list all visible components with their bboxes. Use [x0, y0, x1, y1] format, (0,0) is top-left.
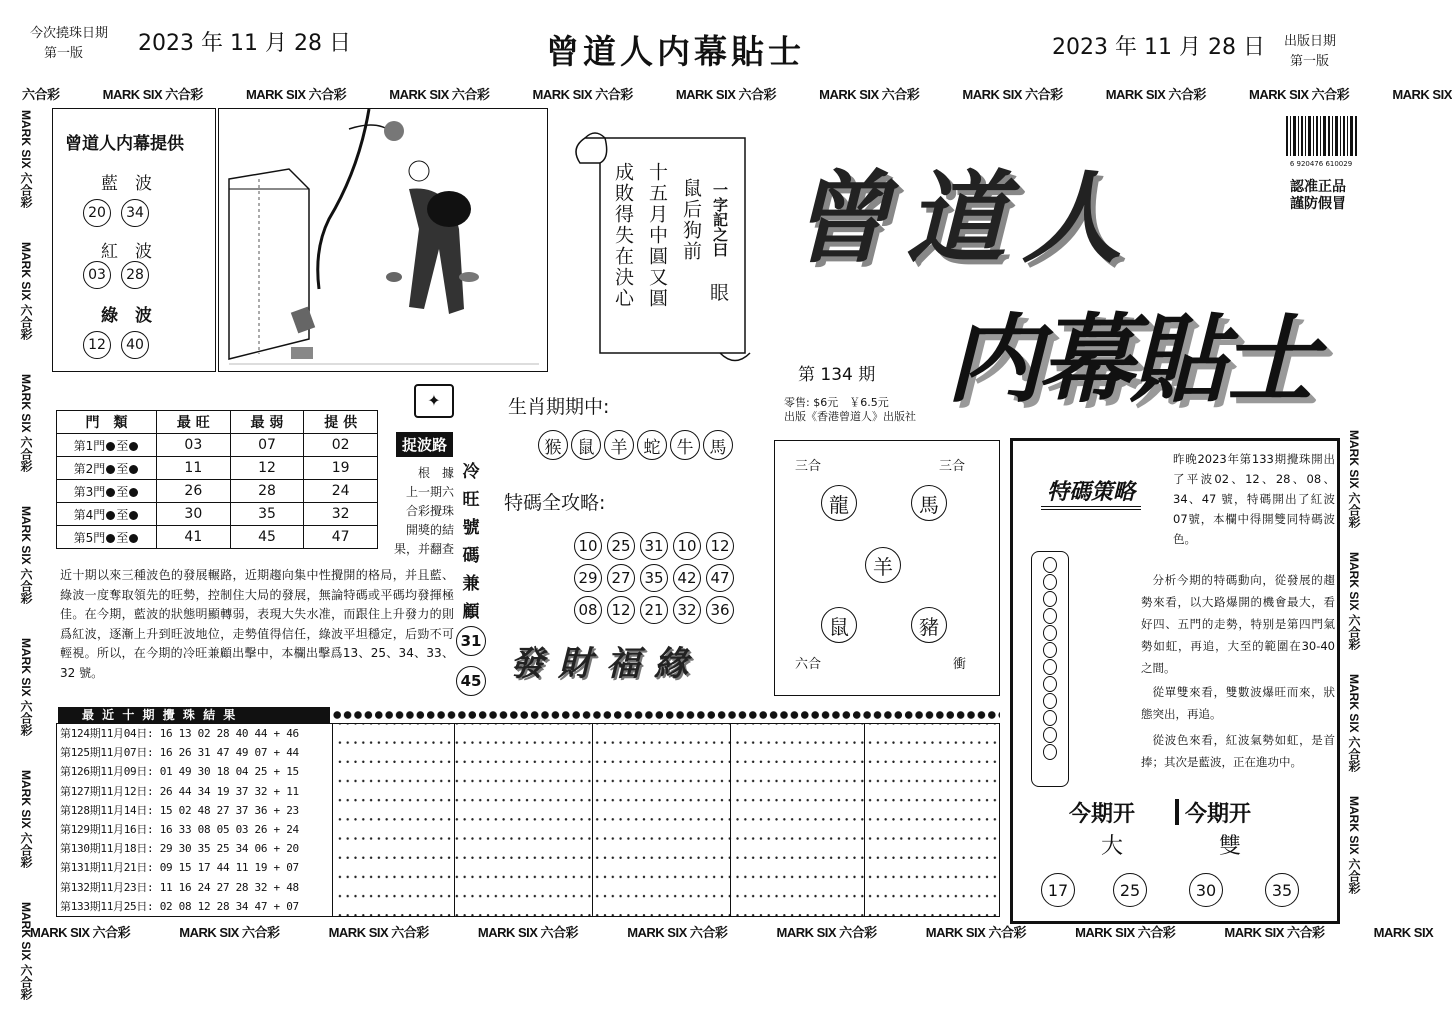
number-ball: 34 [121, 199, 149, 227]
gate-to: 至 [116, 507, 129, 522]
wave-box [52, 108, 216, 372]
bead-icon [1043, 710, 1057, 726]
open-divider [1175, 799, 1179, 825]
gates-col-header: 門 類 [57, 411, 157, 434]
ball-icon [129, 488, 138, 497]
brand-band-item: MARK SIX 六合彩 [532, 87, 633, 102]
open-label-2: 今期开 [1185, 802, 1252, 827]
strategy-title: 特碼策略 [1041, 475, 1141, 510]
gate-cell [57, 503, 157, 526]
gates-table-header [57, 411, 378, 434]
cold-hot-char: 兼 [462, 574, 480, 594]
result-nums: 15 02 48 27 37 36 [159, 803, 268, 817]
wave-col-line: 根 據 [417, 466, 454, 480]
brand-band-item: MARK SIX 六合彩 [1105, 87, 1206, 102]
number-ball: 40 [121, 331, 149, 359]
harmony-animal: 鼠 [821, 607, 857, 643]
result-period: 第125期11月07日: [60, 746, 154, 760]
gate-min: 35 [230, 503, 304, 526]
bead-icon [1043, 659, 1057, 675]
issue-number: 第 134 期 [798, 365, 876, 385]
header-right-label-1: 出版日期 [1284, 34, 1337, 49]
result-special: 07 [286, 899, 299, 913]
number-ball: 10 [673, 532, 701, 560]
open-ball: 30 [1189, 873, 1223, 907]
gate-label: 第1門 [73, 438, 106, 453]
harmony-animal: 豬 [911, 607, 947, 643]
gate-max: 41 [157, 526, 231, 549]
number-ball: 31 [640, 532, 668, 560]
result-nums: 09 15 17 44 11 19 [159, 861, 268, 875]
gate-provide: 47 [304, 526, 378, 549]
gate-max: 03 [157, 434, 231, 457]
zodiac-animals [538, 430, 733, 460]
table-row [60, 724, 332, 743]
bead-icon [1043, 574, 1057, 590]
brand-band-item: MARK SIX 六合彩 [675, 87, 776, 102]
number-ball: 03 [83, 261, 111, 289]
brand-band-item: MARK SIX 六合彩 [19, 110, 33, 209]
brand-band-item: MARK SIX [1373, 925, 1434, 940]
results-divider [730, 723, 731, 917]
man-in-yard-illustration [219, 109, 549, 373]
brand-band-item: MARK SIX 六合彩 [19, 506, 33, 605]
gate-provide: 19 [304, 457, 378, 480]
gate-to: 至 [116, 461, 129, 476]
cold-hot-char: 號 [462, 518, 480, 538]
authentic-line2: 謹防假冒 [1290, 196, 1346, 212]
barcode [1284, 116, 1358, 168]
gate-to: 至 [116, 438, 129, 453]
header-right-label-2: 第一版 [1290, 54, 1330, 69]
scroll-panel [560, 118, 760, 368]
brand-band-item: MARK SIX 六合彩 [102, 87, 203, 102]
gate-min: 28 [230, 480, 304, 503]
scroll-eye-char: 眼 [710, 282, 730, 304]
plus-sign: + [273, 803, 280, 817]
strategy-box [1010, 438, 1340, 924]
gate-provide: 02 [304, 434, 378, 457]
zodiac-ball: 牛 [670, 430, 700, 460]
wave-col-line: 果，并翻查 [393, 542, 454, 556]
gate-label: 第2門 [73, 461, 106, 476]
open-ball: 35 [1265, 873, 1299, 907]
brand-band-item: MARK SIX 六合彩 [1224, 925, 1325, 940]
strategy-para3: 從單雙來看，雙數波爆旺而來，狀態突出，再追。 [1141, 685, 1335, 721]
plus-sign: + [273, 861, 280, 875]
barcode-icon [1284, 116, 1358, 156]
table-row [60, 782, 332, 801]
ball-icon [106, 534, 115, 543]
masthead-big-title: 曾道人 [790, 159, 1138, 277]
special-heading: 特碼全攻略: [504, 492, 606, 514]
header-title: 曾道人内幕貼士 [546, 32, 805, 71]
result-special: 48 [286, 880, 299, 894]
gate-cell [57, 480, 157, 503]
results-divider [454, 723, 455, 917]
brand-band-item: MARK SIX [1392, 87, 1452, 102]
bead-icon [1043, 676, 1057, 692]
special-grid-row [574, 596, 734, 628]
authentic-line1: 認准正品 [1290, 179, 1346, 195]
harmony-label-br: 衝 [953, 657, 967, 672]
zodiac-ball: 鼠 [571, 430, 601, 460]
ball-icon [129, 465, 138, 474]
header-left-label-1: 今次撓珠日期 [30, 26, 109, 41]
result-special: 44 [286, 746, 299, 760]
result-special: 11 [286, 784, 299, 798]
table-row [60, 801, 332, 820]
number-ball: 08 [574, 596, 602, 624]
gate-min: 12 [230, 457, 304, 480]
brand-band-item: MARK SIX 六合彩 [1075, 925, 1176, 940]
result-special: 46 [286, 727, 299, 740]
brand-band-item: MARK SIX 六合彩 [1347, 796, 1361, 895]
harmony-label-tr: 三合 [939, 459, 966, 474]
harmony-box [774, 440, 1000, 696]
result-period: 第124期11月04日: [60, 727, 154, 740]
table-row [60, 762, 332, 781]
scroll-heading: 一字記之曰 [711, 182, 729, 257]
fortune-slogan: 發財福緣 [510, 644, 702, 684]
zodiac-heading: 生肖期期中: [508, 396, 610, 418]
brand-band-item: MARK SIX 六合彩 [30, 925, 131, 940]
number-ball: 21 [640, 596, 668, 624]
result-nums: 11 16 24 27 28 32 [159, 880, 268, 894]
wave-road-label: 捉波路 [396, 432, 453, 457]
gate-to: 至 [116, 530, 129, 545]
wave-col-line: 開獎的結 [405, 523, 454, 537]
green-wave-numbers [83, 331, 149, 359]
brand-band-item: MARK SIX 六合彩 [19, 770, 33, 869]
number-ball: 27 [607, 564, 635, 592]
harmony-label-tl: 三合 [795, 459, 822, 474]
ball-icon [106, 442, 115, 451]
bead-icon [1043, 557, 1057, 573]
bead-icon [1043, 727, 1057, 743]
gate-cell [57, 526, 157, 549]
zodiac-ball: 羊 [604, 430, 634, 460]
plus-sign: + [273, 880, 280, 894]
results-title: 最 近 十 期 攪 珠 結 果 [82, 708, 238, 722]
result-nums: 16 13 02 28 40 44 [159, 727, 268, 740]
result-nums: 29 30 35 25 34 06 [159, 842, 268, 856]
gate-provide: 32 [304, 503, 378, 526]
result-nums: 16 26 31 47 49 07 [159, 746, 268, 760]
brand-band-top [22, 84, 1452, 103]
special-grid [574, 532, 734, 628]
brand-band-item: MARK SIX 六合彩 [925, 925, 1026, 940]
result-special: 20 [286, 842, 299, 856]
gate-max: 11 [157, 457, 231, 480]
gates-table [56, 410, 378, 549]
fortune-logo-icon: ✦ [414, 384, 454, 418]
result-period: 第126期11月09日: [60, 765, 154, 779]
gate-label: 第4門 [73, 507, 106, 522]
bead-icon [1043, 642, 1057, 658]
plus-sign: + [273, 746, 280, 760]
illustration [218, 108, 548, 372]
harmony-label-bl: 六合 [795, 657, 822, 672]
cold-hot-char: 旺 [462, 490, 480, 510]
brand-band-right [1346, 430, 1368, 910]
brand-band-item: MARK SIX 六合彩 [1249, 87, 1350, 102]
number-ball: 32 [673, 596, 701, 624]
result-special: 07 [286, 861, 299, 875]
gate-min: 07 [230, 434, 304, 457]
brand-band-item: MARK SIX 六合彩 [19, 902, 33, 1001]
brand-band-item: MARK SIX 六合彩 [962, 87, 1063, 102]
number-ball: 12 [83, 331, 111, 359]
number-ball: 29 [574, 564, 602, 592]
header-date-left: 2023 年 11 月 28 日 [138, 31, 351, 56]
number-ball: 25 [607, 532, 635, 560]
red-wave-numbers [83, 261, 149, 289]
cold-hot-char: 碼 [462, 546, 480, 566]
bead-icon [1043, 744, 1057, 760]
publisher: 出版《香港曾道人》出版社 [784, 410, 916, 423]
wave-road-column [386, 464, 454, 559]
gate-to: 至 [116, 484, 129, 499]
result-period: 第131期11月21日: [60, 861, 154, 875]
bead-icon [1043, 608, 1057, 624]
number-ball: 28 [121, 261, 149, 289]
masthead-sub-title: 内幕貼士 [946, 303, 1314, 416]
table-row [60, 897, 332, 916]
barcode-number: 6 920476 610029 [1289, 160, 1353, 168]
brand-band-item: MARK SIX 六合彩 [477, 925, 579, 940]
table-row [57, 457, 378, 480]
results-divider [592, 723, 593, 917]
gate-provide: 24 [304, 480, 378, 503]
plus-sign: + [273, 822, 280, 836]
scroll-line2: 十五月中圓又圓 [646, 162, 668, 309]
bead-icon [1043, 625, 1057, 641]
number-ball: 10 [574, 532, 602, 560]
brand-band-item: MARK SIX 六合彩 [389, 87, 490, 102]
gates-col-header: 最 旺 [157, 411, 231, 434]
wave-col-line: 合彩攪珠 [405, 504, 454, 518]
plus-sign: + [273, 842, 280, 856]
zodiac-ball: 猴 [538, 430, 568, 460]
blue-wave-numbers [83, 199, 149, 227]
brand-band-bottom [30, 922, 1434, 941]
cold-hot-column [456, 458, 486, 626]
result-period: 第127期11月12日: [60, 784, 154, 798]
table-row [60, 878, 332, 897]
result-nums: 16 33 08 05 03 26 [159, 822, 268, 836]
green-wave-label: 綠 波 [101, 306, 152, 326]
ball-icon [129, 534, 138, 543]
special-grid-row [574, 532, 734, 564]
result-period: 第129期11月16日: [60, 822, 154, 836]
scroll-line3: 成敗得失在決心 [612, 162, 634, 309]
cold-hot-ball: 45 [456, 666, 486, 696]
brand-band-item: MARK SIX 六合彩 [1347, 552, 1361, 651]
gate-max: 26 [157, 480, 231, 503]
results-divider [332, 723, 333, 917]
gate-cell [57, 457, 157, 480]
result-period: 第128期11月14日: [60, 803, 154, 817]
cold-hot-ball: 31 [456, 626, 486, 656]
result-period: 第130期11月18日: [60, 842, 154, 856]
table-row [60, 820, 332, 839]
brand-top-start: 六合彩 [22, 87, 60, 102]
brand-band-item: MARK SIX 六合彩 [245, 87, 347, 102]
harmony-animal: 羊 [865, 547, 901, 583]
big-label: 大 [1101, 834, 1124, 859]
results-divider [864, 723, 865, 917]
results-header-dots [332, 709, 1000, 721]
gates-col-header: 最 弱 [230, 411, 304, 434]
result-period: 第132期11月23日: [60, 880, 154, 894]
brand-band-item: MARK SIX 六合彩 [179, 925, 280, 940]
open-ball: 25 [1113, 873, 1147, 907]
brand-band-item: MARK SIX 六合彩 [1347, 674, 1361, 773]
zodiac-ball: 蛇 [637, 430, 667, 460]
brand-band-item: MARK SIX 六合彩 [19, 374, 33, 473]
header-left-label-2: 第一版 [44, 46, 84, 61]
harmony-animal: 馬 [911, 485, 947, 521]
cold-hot-char: 顧 [462, 602, 480, 622]
strategy-para2: 分析今期的特碼動向，從發展的趨勢來看，以大路爆開的機會最大，看好四、五門的走勢，特别是第四門氣勢如虹，再追，大至的範圍在30-40之間。 [1141, 573, 1335, 675]
ball-icon [106, 511, 115, 520]
table-row [60, 743, 332, 762]
ball-icon [129, 511, 138, 520]
ball-icon [106, 488, 115, 497]
open-ball: 17 [1041, 873, 1075, 907]
bead-column [1031, 551, 1069, 787]
result-nums: 26 44 34 19 37 32 [159, 784, 268, 798]
number-ball: 42 [673, 564, 701, 592]
number-ball: 12 [706, 532, 734, 560]
brand-band-item: MARK SIX 六合彩 [19, 242, 33, 341]
ball-icon [106, 465, 115, 474]
gate-cell [57, 434, 157, 457]
number-ball: 36 [706, 596, 734, 624]
brand-band-item: MARK SIX 六合彩 [19, 638, 33, 737]
number-ball: 12 [607, 596, 635, 624]
blue-wave-label: 藍 波 [101, 174, 152, 194]
brand-band-left [18, 110, 40, 1001]
result-period: 第133期11月25日: [60, 899, 154, 913]
plus-sign: + [273, 765, 280, 779]
brand-band-item: MARK SIX 六合彩 [328, 925, 429, 940]
table-row [60, 839, 332, 858]
strategy-para1: 昨晚2023年第133期攪珠開出了平波02、12、28、08、34、47 號，特碼開出了紅波 07號，本欄中得開雙同特碼波色。 [1173, 452, 1335, 546]
even-label: 雙 [1219, 834, 1242, 859]
result-nums: 02 08 12 28 34 47 [159, 899, 268, 913]
number-ball: 20 [83, 199, 111, 227]
number-ball: 35 [640, 564, 668, 592]
result-special: 23 [286, 803, 299, 817]
table-row [57, 480, 378, 503]
results-dot-grid [336, 724, 998, 916]
result-nums: 01 49 30 18 04 25 [159, 765, 268, 779]
header-date-right: 2023 年 11 月 28 日 [1052, 35, 1265, 60]
gate-min: 45 [230, 526, 304, 549]
price: 零售: $6元 ￥6.5元 [784, 396, 889, 409]
brand-band-item: MARK SIX 六合彩 [776, 925, 877, 940]
red-wave-label: 紅 波 [101, 242, 152, 262]
cold-hot-char: 冷 [462, 462, 480, 482]
table-row [57, 503, 378, 526]
wave-road-body: 近十期以來三種波色的發展輾路，近期趨向集中性攪開的格局，并且藍、綠波一度奪取領先的旺勢，控制住大局的發展，無論特碼或平碼均發揮極佳。在今期，藍波的狀態明顯轉弱，表現大失水准，而跟住上升發力的則爲紅波，逐漸上升到旺波地位，走勢值得信任，綠波平坦穩定，后勁不可輕視。所以，在今期的冷旺兼顧出擊中，本欄出擊爲13、25、34、33、32 號。 [60, 568, 454, 680]
wave-col-line: 上一期六 [405, 485, 454, 499]
table-row [57, 434, 378, 457]
gate-label: 第5門 [73, 530, 106, 545]
scroll-line1: 鼠后狗前 [680, 178, 702, 262]
wave-box-title: 曾道人内幕提供 [65, 134, 184, 154]
strategy-para4: 從波色來看，紅波氣勢如虹，是首捧；其次是藍波，正在進功中。 [1141, 733, 1335, 769]
ball-icon [129, 442, 138, 451]
gates-col-header: 提 供 [304, 411, 378, 434]
gate-label: 第3門 [73, 484, 106, 499]
harmony-animal: 龍 [821, 485, 857, 521]
plus-sign: + [273, 899, 280, 913]
special-grid-row [574, 564, 734, 596]
brand-band-item: MARK SIX 六合彩 [1347, 430, 1361, 529]
zodiac-ball: 馬 [703, 430, 733, 460]
table-row [60, 858, 332, 877]
result-special: 15 [286, 765, 299, 779]
plus-sign: + [273, 784, 280, 798]
bead-icon [1043, 693, 1057, 709]
gate-max: 30 [157, 503, 231, 526]
bead-icon [1043, 591, 1057, 607]
table-row [57, 526, 378, 549]
brand-band-item: MARK SIX 六合彩 [819, 87, 920, 102]
result-special: 24 [286, 822, 299, 836]
open-label-1: 今期开 [1069, 802, 1136, 827]
results-list [60, 724, 332, 916]
brand-band-item: MARK SIX 六合彩 [627, 925, 728, 940]
number-ball: 47 [706, 564, 734, 592]
plus-sign: + [273, 727, 280, 740]
